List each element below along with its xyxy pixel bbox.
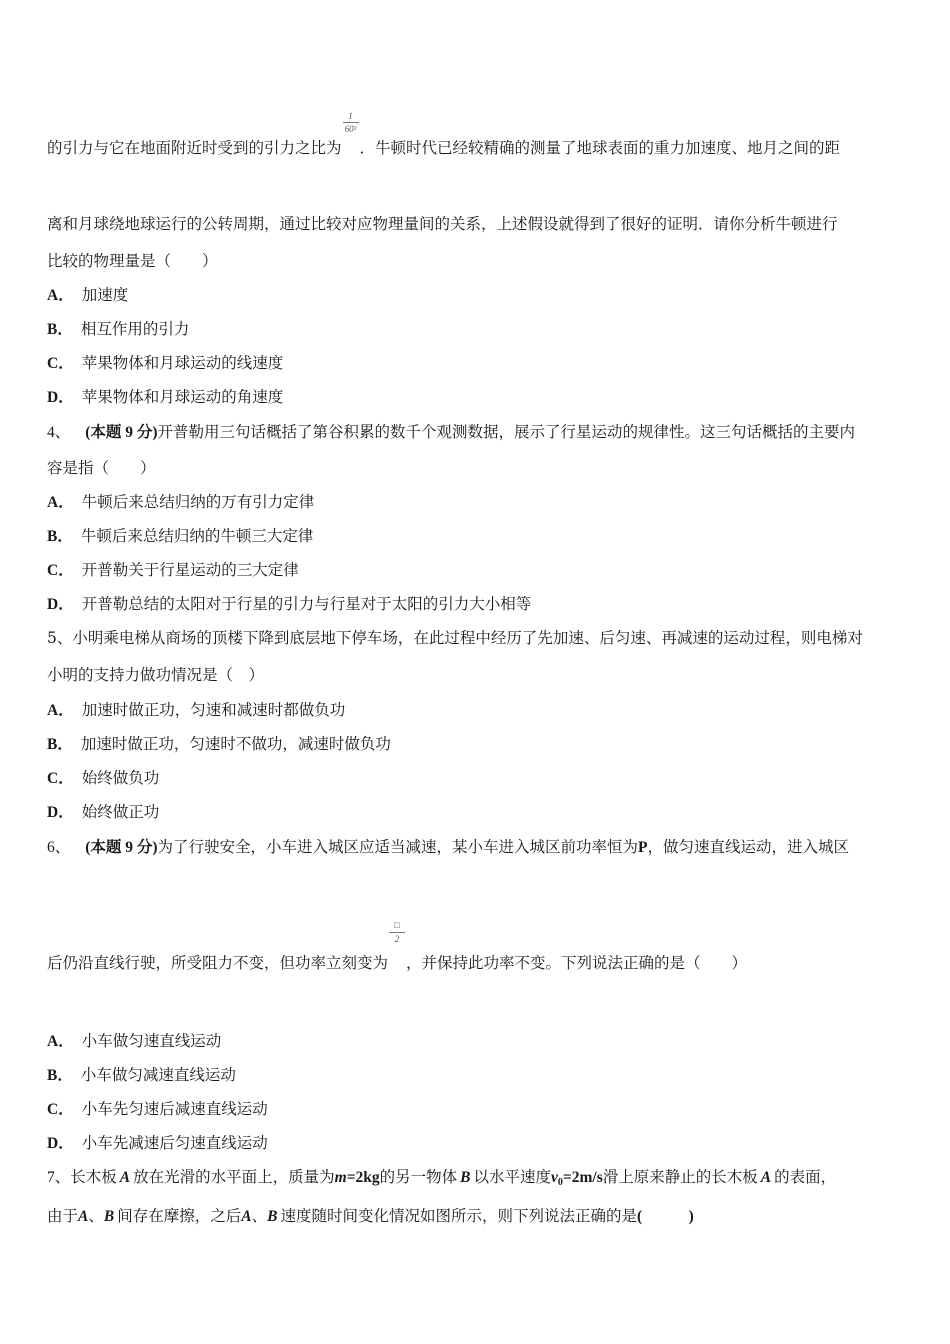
q7-stem-text: 的另一物体 (379, 1168, 458, 1186)
q3-stem-line-1 (47, 111, 841, 158)
variable-a: A (760, 1169, 772, 1186)
option-text: 开普勒关于行星运动的三大定律 (81, 561, 299, 579)
q3-stem-text: ．牛顿时代已经较精确的测量了地球表面的重力加速度、地月之间的距 (359, 139, 841, 157)
q6-stem-line-2 (47, 920, 748, 973)
q5-stem-line-1: 5、小明乘电梯从商场的顶楼下降到底层地下停车场，在此过程中经历了先加速、后匀速、再减速的运动过程，则电梯对 (47, 629, 863, 647)
option-text: 开普勒总结的太阳对于行星的引力与行星对于太阳的引力大小相等 (81, 595, 532, 613)
option-text: 加速度 (81, 286, 129, 304)
q3-stem-text: 的引力与它在地面附近时受到的引力之比为 (47, 139, 342, 157)
q6-option-c (47, 1099, 268, 1120)
option-text: 小车先匀速后减速直线运动 (81, 1100, 268, 1118)
q4-option-b (47, 526, 313, 547)
q4-option-c (47, 560, 299, 581)
option-text: 苹果物体和月球运动的角速度 (81, 388, 284, 406)
q5-option-b (47, 734, 391, 755)
question-score: (本题 9 分) (85, 424, 158, 441)
question-number: 7、 (47, 1169, 71, 1186)
option-key: B． (47, 321, 73, 338)
option-key: A． (47, 287, 74, 304)
fraction-bar (389, 932, 405, 933)
q5-option-d (47, 802, 159, 823)
q4-stem-line-1 (47, 422, 855, 443)
q3-option-a (47, 285, 128, 306)
option-key: D． (47, 596, 74, 613)
option-key: A． (47, 494, 74, 511)
q6-option-b (47, 1065, 236, 1086)
q7-stem-text: 由于 (47, 1207, 79, 1225)
fraction-bar (343, 122, 359, 123)
q5-option-c (47, 768, 159, 789)
variable-a: A (241, 1208, 252, 1225)
q7-stem-text: 长木板 (70, 1168, 117, 1186)
option-key: B． (47, 1067, 73, 1084)
q3-option-c (47, 353, 283, 374)
velocity-subscript: 0 (557, 1177, 563, 1188)
option-text: 牛顿后来总结归纳的牛顿三大定律 (80, 527, 314, 545)
q6-stem-text: 为了行驶安全，小车进入城区应适当减速，某小车进入城区前功率恒为 (157, 838, 639, 856)
option-key: D． (47, 1135, 74, 1152)
option-key: B． (47, 736, 73, 753)
q4-stem-text: 开普勒用三句话概括了第谷积累的数千个观测数据，展示了行星运动的规律性。这三句话概括的主要内 (157, 423, 856, 441)
variable-b: B (103, 1208, 115, 1225)
q6-stem-text: ，并保持此功率不变。下列说法正确的是（ ） (406, 954, 748, 972)
question-number: 4、 (47, 424, 71, 441)
q4-stem-line-2: 容是指（ ） (47, 459, 156, 477)
q6-stem-text: ，做匀速直线运动，进入城区 (647, 838, 850, 856)
q7-stem-text: 间存在摩擦，之后 (117, 1207, 242, 1225)
fraction-numerator: □ (394, 920, 400, 930)
q6-option-d (47, 1133, 268, 1154)
q5-stem-line-2: 小明的支持力做功情况是（ ） (47, 666, 265, 684)
option-text: 小车做匀速直线运动 (81, 1032, 222, 1050)
q7-stem-text: 速度随时间变化情况如图所示，则下列说法正确的是 (280, 1207, 637, 1225)
q7-stem-text: 的表面， (774, 1168, 837, 1186)
q3-stem-line-3: 比较的物理量是（ ） (47, 252, 218, 270)
option-key: C． (47, 770, 74, 787)
q4-option-a (47, 492, 314, 513)
option-key: D． (47, 389, 74, 406)
q4-option-d (47, 594, 531, 615)
question-score: (本题 9 分) (85, 839, 158, 856)
variable-m: m (334, 1169, 347, 1186)
q3-option-d (47, 387, 283, 408)
option-text: 加速时做正功，匀速和减速时都做负功 (81, 701, 346, 719)
q3-stem-line-2: 离和月球绕地球运行的公转周期，通过比较对应物理量间的关系，上述假设就得到了很好的证明．请你分析牛顿进行 (47, 215, 838, 233)
option-text: 加速时做正功，匀速时不做功，减速时做负功 (80, 735, 391, 753)
mass-value: =2kg (346, 1169, 380, 1186)
q3-option-b (47, 319, 189, 340)
option-text: 始终做负功 (81, 769, 160, 787)
variable-a: A (78, 1208, 89, 1225)
option-key: C． (47, 562, 74, 579)
fraction-denominator: 2 (394, 934, 400, 944)
q6-stem-line-1 (47, 837, 849, 858)
option-text: 始终做正功 (81, 803, 160, 821)
fraction-one-over-sixty-squared (342, 111, 360, 145)
q7-stem-text: 放在光滑的水平面上，质量为 (133, 1168, 335, 1186)
q7-stem-line-2 (47, 1206, 694, 1227)
option-text: 苹果物体和月球运动的线速度 (81, 354, 284, 372)
option-text: 小车做匀减速直线运动 (80, 1066, 236, 1084)
option-text: 牛顿后来总结归纳的万有引力定律 (81, 493, 315, 511)
q7-stem-text: 以水平速度 (473, 1168, 552, 1186)
q5-option-a (47, 700, 345, 721)
question-number: 6、 (47, 839, 71, 856)
q7-stem-text: 滑上原来静止的长木板 (602, 1168, 758, 1186)
option-key: A． (47, 702, 74, 719)
q6-stem-text: 后仍沿直线行驶，所受阻力不变，但功率立刻变为 (47, 954, 389, 972)
q6-option-a (47, 1031, 221, 1052)
option-key: D． (47, 804, 74, 821)
variable-v: v (551, 1169, 558, 1186)
velocity-value: =2m/s (562, 1169, 603, 1186)
option-text: 相互作用的引力 (80, 320, 190, 338)
option-text: 小车先减速后匀速直线运动 (81, 1134, 268, 1152)
answer-bracket: ( ) (636, 1208, 694, 1225)
option-key: C． (47, 1101, 74, 1118)
q7-stem-text: 、 (88, 1207, 104, 1225)
fraction-numerator: 1 (348, 111, 353, 121)
fraction-denominator: 60² (344, 124, 357, 134)
variable-b: B (267, 1208, 278, 1225)
option-key: A． (47, 1033, 74, 1050)
option-key: C． (47, 355, 74, 372)
power-symbol: P (638, 839, 648, 856)
fraction-p-over-two (388, 920, 406, 958)
q7-stem-line-1 (47, 1167, 836, 1193)
q7-stem-text: 、 (251, 1207, 268, 1225)
variable-b: B (460, 1169, 471, 1186)
option-key: B． (47, 528, 73, 545)
variable-a: A (119, 1169, 131, 1186)
